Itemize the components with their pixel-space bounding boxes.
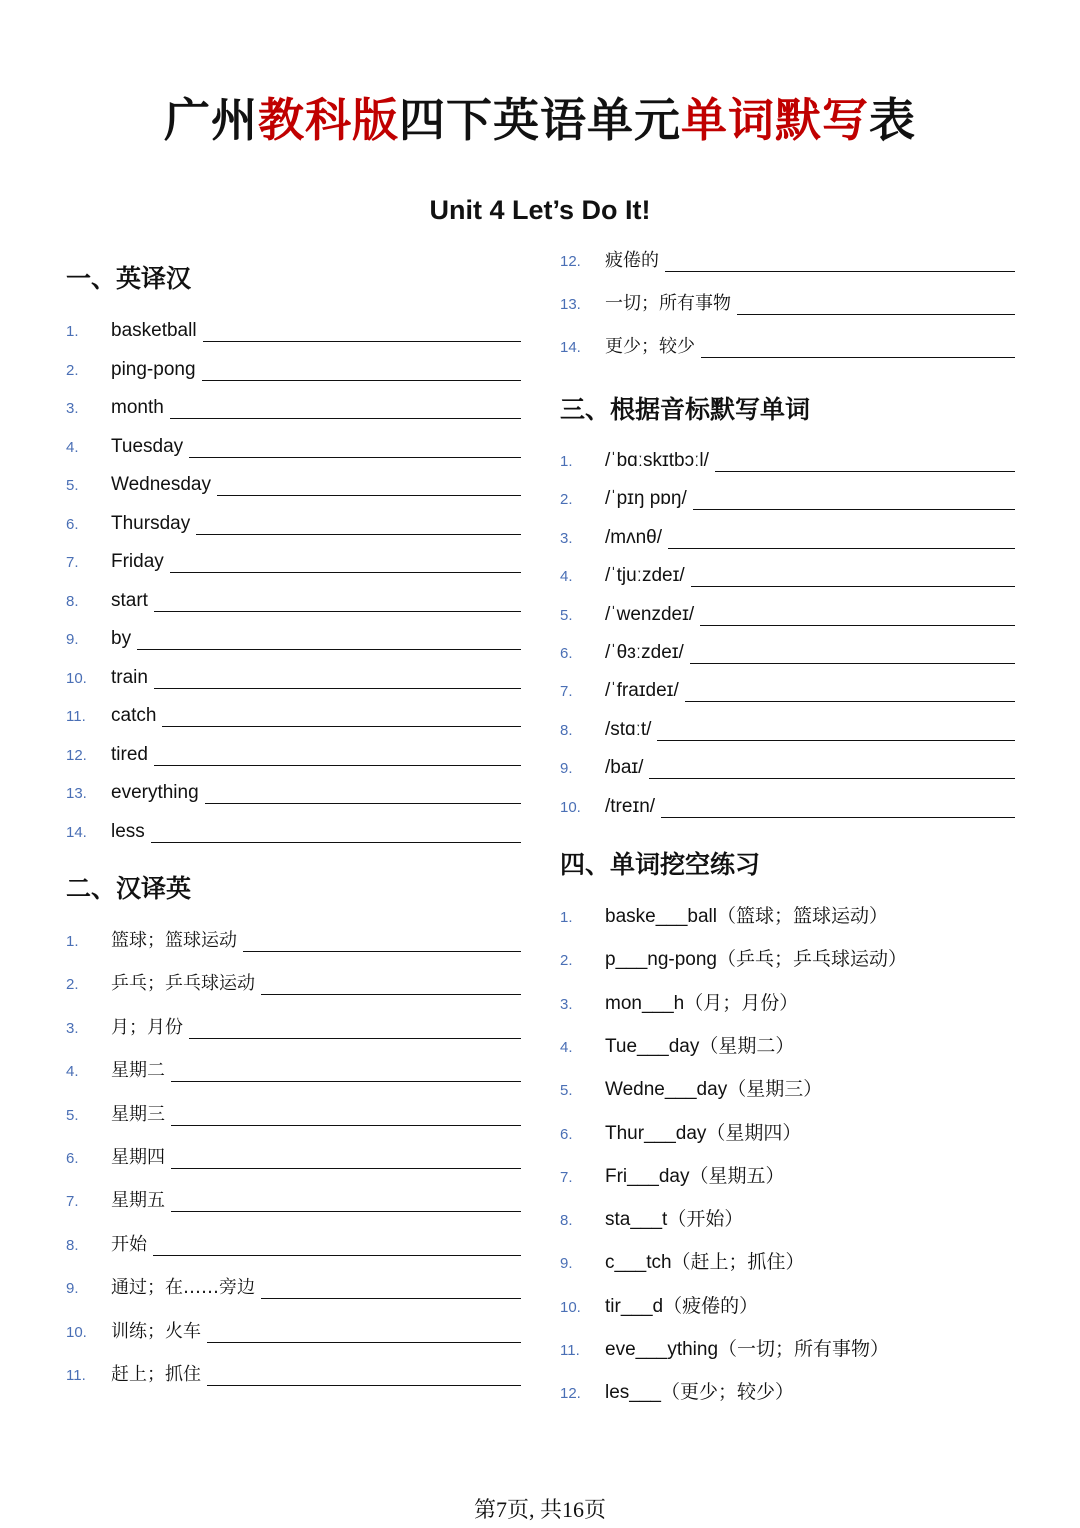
answer-blank[interactable] (171, 1063, 521, 1082)
english-to-chinese-row (66, 316, 521, 342)
fill-in-letter-row (560, 1075, 1015, 1101)
item-number: 1. (66, 933, 79, 950)
fill-in-letter-row (560, 1032, 1015, 1058)
answer-blank[interactable] (171, 1193, 521, 1212)
chinese-to-english-row (560, 289, 1015, 315)
item-number: 11. (66, 1367, 86, 1384)
item-text: 训练；火车 (111, 1320, 201, 1342)
item-number: 10. (66, 669, 87, 687)
item-number: 3. (560, 995, 573, 1013)
item-number: 1. (560, 453, 573, 470)
item-number: 2. (560, 952, 573, 970)
item-number: 12. (560, 1385, 581, 1403)
answer-blank[interactable] (189, 439, 521, 458)
answer-blank[interactable] (153, 1237, 521, 1256)
english-to-chinese-row (66, 663, 521, 689)
item-text: everything (111, 782, 199, 803)
item-text: tir___d（疲倦的） (605, 1295, 759, 1317)
section1-title: 一、英译汉 (66, 264, 192, 293)
fill-in-letter-row (560, 1335, 1015, 1361)
item-number: 4. (560, 568, 573, 586)
item-text: p___ng-pong（乒乓；乒乓球运动） (605, 949, 907, 971)
item-number: 8. (560, 721, 573, 739)
item-number: 5. (66, 477, 79, 494)
item-number: 10. (560, 1298, 581, 1316)
item-number: 11. (66, 708, 86, 725)
item-number: 13. (66, 785, 87, 802)
unit-title: Unit 4 Let’s Do It! (429, 195, 651, 225)
answer-blank[interactable] (737, 296, 1015, 315)
item-text: Fri___day（星期五） (605, 1165, 785, 1187)
phonetic-row (560, 446, 1015, 472)
chinese-to-english-row (66, 1013, 521, 1039)
chinese-to-english-row (66, 1273, 521, 1299)
item-text: baske___ball（篮球；篮球运动） (605, 906, 888, 927)
item-text: train (111, 666, 148, 688)
english-to-chinese-row (66, 778, 521, 804)
item-text: Wedne___day（星期三） (605, 1079, 823, 1101)
item-text: /stɑːt/ (605, 718, 652, 740)
item-number: 3. (560, 529, 573, 547)
chinese-to-english-row (66, 1056, 521, 1082)
item-text: 赶上；抓住 (111, 1364, 201, 1385)
answer-blank[interactable] (154, 670, 521, 689)
answer-blank[interactable] (700, 607, 1015, 626)
item-text: /ˈtjuːzdeɪ/ (605, 565, 685, 587)
phonetic-row (560, 600, 1015, 626)
item-number: 7. (560, 1168, 573, 1186)
answer-blank[interactable] (693, 491, 1015, 510)
item-text: sta___t（开始） (605, 1209, 744, 1231)
item-number: 1. (66, 323, 79, 340)
item-text: 星期五 (111, 1190, 165, 1212)
item-text: /ˈpɪŋ pɒŋ/ (605, 488, 687, 510)
item-number: 7. (560, 683, 573, 701)
chinese-to-english-row (66, 1186, 521, 1212)
title-part2: 教科版 (258, 93, 399, 147)
item-number: 8. (66, 592, 79, 610)
chinese-to-english-row (66, 1360, 521, 1386)
answer-blank[interactable] (171, 1150, 521, 1169)
chinese-to-english-row (66, 1143, 521, 1169)
item-text: Tuesday (111, 435, 184, 457)
item-number: 14. (66, 823, 87, 841)
chinese-to-english-row (560, 332, 1015, 358)
page-title (0, 92, 1080, 148)
item-number: 2. (66, 361, 79, 379)
answer-blank[interactable] (691, 568, 1015, 587)
section4-title: 四、单词挖空练习 (560, 850, 761, 879)
english-to-chinese-row (66, 355, 521, 381)
item-number: 12. (560, 253, 581, 270)
phonetic-row (560, 638, 1015, 664)
fill-in-letter-row (560, 1248, 1015, 1274)
item-number: 9. (66, 1280, 79, 1298)
item-number: 5. (560, 606, 573, 624)
item-number: 7. (66, 1193, 79, 1211)
fill-in-letter-row (560, 902, 1015, 928)
item-text: catch (111, 705, 157, 726)
english-to-chinese-row (66, 470, 521, 496)
answer-blank[interactable] (261, 1280, 521, 1299)
answer-blank[interactable] (202, 362, 521, 381)
answer-blank[interactable] (170, 554, 521, 573)
title-part3: 四下英语单元 (399, 93, 681, 147)
item-text: start (111, 589, 148, 611)
answer-blank[interactable] (668, 530, 1015, 549)
answer-blank[interactable] (685, 683, 1015, 702)
fill-in-letter-row (560, 1292, 1015, 1318)
fill-in-letter-row (560, 945, 1015, 971)
item-text: by (111, 628, 132, 649)
answer-blank[interactable] (203, 323, 521, 342)
answer-blank[interactable] (162, 708, 521, 727)
answer-blank[interactable] (154, 747, 521, 766)
item-number: 2. (560, 491, 573, 509)
answer-blank[interactable] (196, 516, 521, 535)
answer-blank[interactable] (649, 760, 1015, 779)
answer-blank[interactable] (171, 1107, 521, 1126)
fill-in-letter-row (560, 989, 1015, 1015)
title-part4: 单词默写 (681, 93, 869, 147)
answer-blank[interactable] (207, 1324, 521, 1343)
fill-in-letter-row (560, 1119, 1015, 1145)
item-number: 9. (560, 760, 573, 778)
english-to-chinese-row (66, 509, 521, 535)
answer-blank[interactable] (243, 933, 521, 952)
item-number: 7. (66, 554, 79, 571)
english-to-chinese-row (66, 432, 521, 458)
chinese-to-english-row (66, 1230, 521, 1256)
english-to-chinese-row (66, 740, 521, 766)
item-number: 4. (66, 438, 79, 456)
title-part1: 广州 (164, 93, 258, 147)
item-text: 一切；所有事物 (605, 293, 731, 314)
item-text: tired (111, 743, 148, 765)
item-number: 9. (560, 1255, 573, 1273)
chinese-to-english-row (66, 1317, 521, 1343)
answer-blank[interactable] (715, 453, 1015, 472)
item-number: 9. (66, 631, 79, 648)
item-text: Wednesday (111, 474, 211, 495)
answer-blank[interactable] (154, 593, 521, 612)
english-to-chinese-row (66, 547, 521, 573)
item-text: 星期三 (111, 1103, 165, 1125)
fill-in-letter-row (560, 1378, 1015, 1404)
item-number: 6. (560, 645, 573, 662)
item-number: 3. (66, 400, 79, 417)
english-to-chinese-row (66, 586, 521, 612)
item-text: 通过；在……旁边 (111, 1277, 255, 1299)
phonetic-row (560, 792, 1015, 818)
item-text: Friday (111, 551, 164, 572)
answer-blank[interactable] (151, 824, 521, 843)
chinese-to-english-row (66, 926, 521, 952)
phonetic-row (560, 523, 1015, 549)
item-number: 12. (66, 746, 87, 764)
item-text: month (111, 397, 164, 418)
item-text: /treɪn/ (605, 795, 656, 817)
item-number: 6. (66, 515, 79, 533)
item-text: /ˈwenzdeɪ/ (605, 603, 695, 625)
item-number: 1. (560, 909, 573, 926)
title-part5: 表 (869, 93, 916, 147)
fill-in-letter-row (560, 1205, 1015, 1231)
answer-blank[interactable] (189, 1020, 521, 1039)
item-number: 4. (66, 1063, 79, 1081)
item-text: less (111, 820, 145, 842)
item-number: 5. (66, 1106, 79, 1124)
item-number: 8. (66, 1236, 79, 1254)
phonetic-row (560, 561, 1015, 587)
chinese-to-english-row (66, 969, 521, 995)
item-number: 10. (560, 798, 581, 816)
item-number: 6. (560, 1125, 573, 1143)
english-to-chinese-row (66, 393, 521, 419)
item-text: /ˈfraɪdeɪ/ (605, 680, 679, 702)
chinese-to-english-row (66, 1100, 521, 1126)
section2-title: 二、汉译英 (66, 874, 192, 903)
fill-in-letter-row (560, 1162, 1015, 1188)
answer-blank[interactable] (205, 785, 521, 804)
item-text: c___tch（赶上；抓住） (605, 1252, 805, 1274)
item-number: 8. (560, 1212, 573, 1230)
english-to-chinese-row (66, 817, 521, 843)
item-number: 3. (66, 1019, 79, 1037)
answer-blank[interactable] (170, 400, 521, 419)
item-text: /baɪ/ (605, 757, 644, 779)
item-text: /ˈbɑːskɪtbɔːl/ (605, 450, 709, 471)
item-text: 乒乓；乒乓球运动 (111, 973, 255, 995)
item-text: basketball (111, 320, 197, 341)
item-text: eve___ything（一切；所有事物） (605, 1339, 890, 1360)
item-text: 疲倦的 (605, 250, 659, 271)
phonetic-row (560, 715, 1015, 741)
item-number: 10. (66, 1323, 87, 1341)
item-number: 14. (560, 339, 581, 356)
answer-blank[interactable] (137, 631, 521, 650)
item-text: 篮球；篮球运动 (111, 930, 237, 951)
item-text: Tue___day（星期二） (605, 1035, 795, 1057)
item-number: 5. (560, 1082, 573, 1100)
answer-blank[interactable] (690, 645, 1015, 664)
item-text: 月；月份 (111, 1016, 183, 1038)
item-text: 更少；较少 (605, 336, 695, 357)
answer-blank[interactable] (665, 253, 1015, 272)
answer-blank[interactable] (701, 339, 1015, 358)
item-number: 13. (560, 296, 581, 313)
item-number: 6. (66, 1150, 79, 1167)
item-text: /ˈθɜːzdeɪ/ (605, 642, 684, 663)
answer-blank[interactable] (261, 976, 521, 995)
answer-blank[interactable] (217, 477, 521, 496)
chinese-to-english-row (560, 246, 1015, 272)
answer-blank[interactable] (657, 722, 1015, 741)
item-number: 2. (66, 976, 79, 994)
item-text: 开始 (111, 1233, 147, 1255)
item-number: 4. (560, 1038, 573, 1056)
item-number: 11. (560, 1342, 580, 1359)
answer-blank[interactable] (207, 1367, 521, 1386)
item-text: 星期二 (111, 1060, 165, 1082)
english-to-chinese-row (66, 701, 521, 727)
item-text: ping-pong (111, 358, 196, 380)
english-to-chinese-row (66, 624, 521, 650)
section3-title: 三、根据音标默写单词 (560, 395, 811, 424)
phonetic-row (560, 753, 1015, 779)
page-footer: 第7页, 共16页 (473, 1497, 606, 1522)
item-text: mon___h（月；月份） (605, 992, 799, 1014)
phonetic-row (560, 484, 1015, 510)
phonetic-row (560, 676, 1015, 702)
item-text: /mʌnθ/ (605, 526, 663, 548)
answer-blank[interactable] (661, 799, 1015, 818)
item-text: 星期四 (111, 1147, 165, 1168)
item-text: Thur___day（星期四） (605, 1122, 802, 1144)
item-text: les___（更少；较少） (605, 1382, 794, 1404)
item-text: Thursday (111, 512, 191, 534)
